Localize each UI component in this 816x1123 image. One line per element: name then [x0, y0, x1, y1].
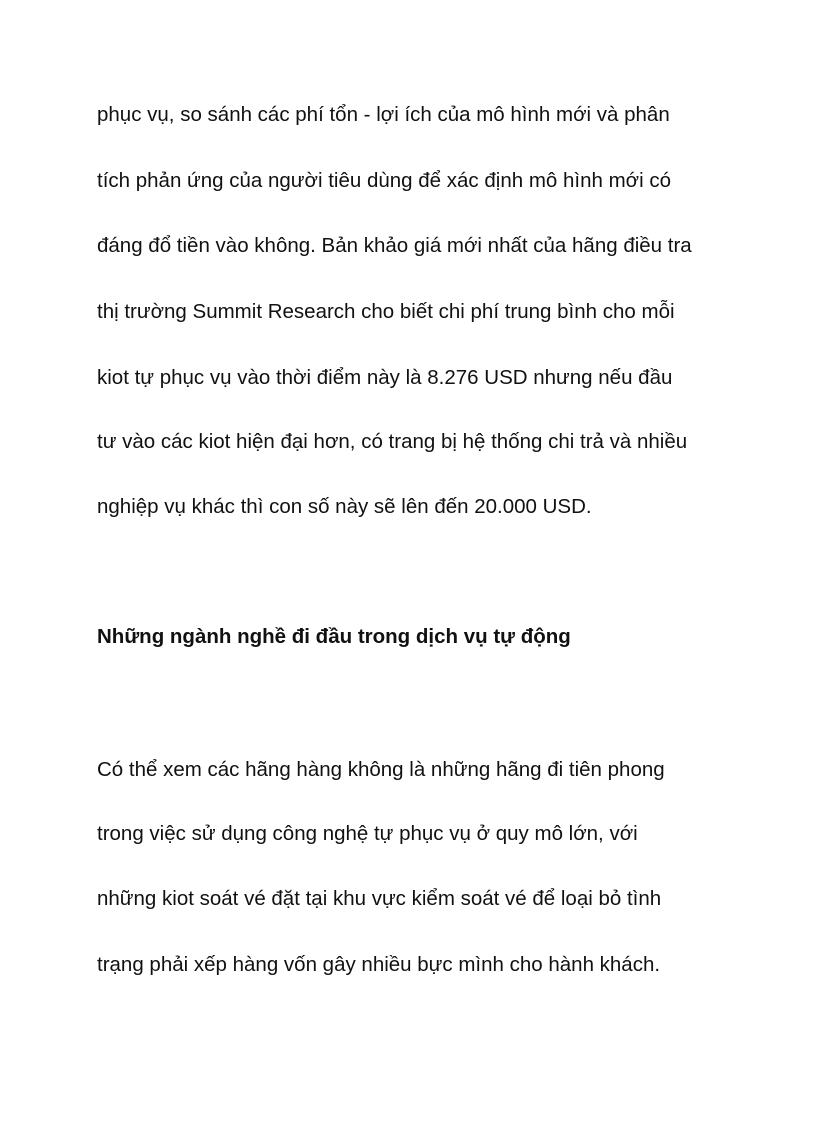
paragraph-1-line-3: đáng đổ tiền vào không. Bản khảo giá mới nhất của hãng điều tra	[97, 234, 692, 257]
paragraph-1-line-6: tư vào các kiot hiện đại hơn, có trang bị hệ thống chi trả và nhiều	[97, 430, 688, 453]
paragraph-1-line-1: phục vụ, so sánh các phí tổn - lợi ích của mô hình mới và phân	[97, 103, 670, 126]
paragraph-2-line-2: trong việc sử dụng công nghệ tự phục vụ ở quy mô lớn, với	[97, 822, 638, 845]
paragraph-1-line-5: kiot tự phục vụ vào thời điểm này là 8.276 USD nhưng nếu đầu	[97, 366, 673, 389]
section-heading: Những ngành nghề đi đầu trong dịch vụ tự động	[97, 625, 571, 648]
paragraph-1-line-7: nghiệp vụ khác thì con số này sẽ lên đến 20.000 USD.	[97, 495, 592, 518]
paragraph-2-line-4: trạng phải xếp hàng vốn gây nhiều bực mình cho hành khách.	[97, 953, 661, 976]
paragraph-1-line-2: tích phản ứng của người tiêu dùng để xác định mô hình mới có	[97, 169, 672, 192]
paragraph-2-line-1: Có thể xem các hãng hàng không là những hãng đi tiên phong	[97, 758, 665, 781]
paragraph-2-line-3: những kiot soát vé đặt tại khu vực kiểm soát vé để loại bỏ tình	[97, 887, 662, 910]
paragraph-1-line-4: thị trường Summit Research cho biết chi phí trung bình cho mỗi	[97, 300, 675, 323]
